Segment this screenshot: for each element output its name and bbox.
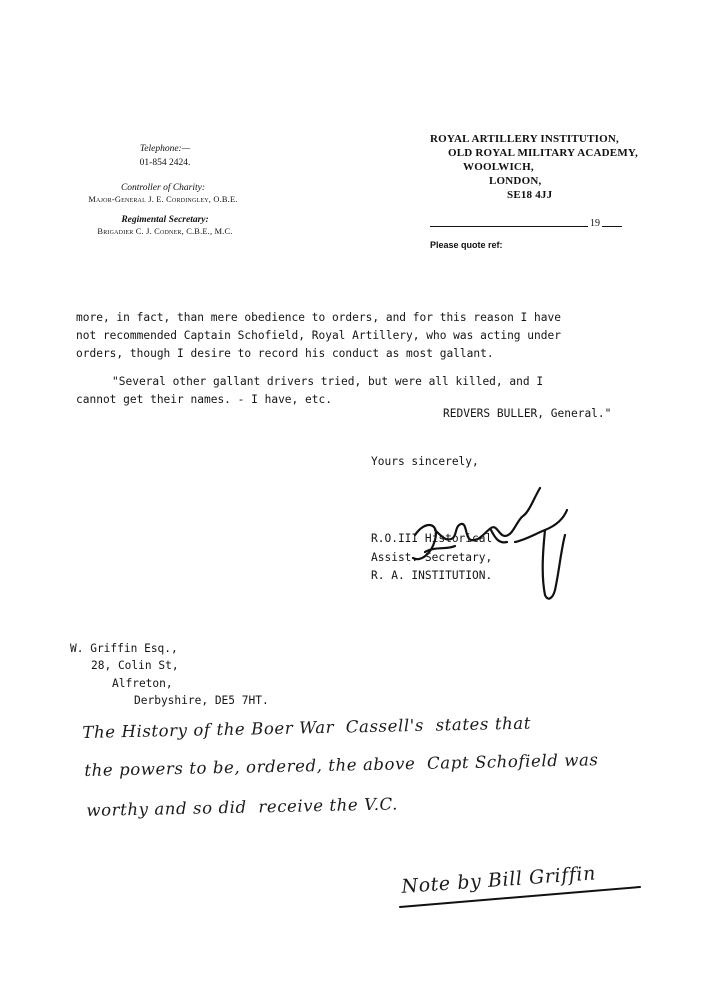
sender-line: Assist. Secretary,: [371, 551, 493, 564]
body-line: not recommended Captain Schofield, Royal Artillery, who was acting under: [76, 329, 561, 342]
telephone-number: 01-854 2424.: [139, 158, 191, 168]
secretary-block: [70, 214, 260, 238]
handwritten-note-line: the powers to be, ordered, the above Capt Schofield was: [84, 750, 599, 780]
closing: Yours sincerely,: [371, 455, 479, 468]
secretary-name: Brigadier C. J. Codner, C.B.E., M.C.: [97, 227, 233, 236]
sender-line: R. A. INSTITUTION.: [371, 569, 493, 582]
telephone-block: [120, 143, 210, 169]
body-line: "Several other gallant drivers tried, but were all killed, and I: [112, 375, 544, 388]
quote-signature: REDVERS BULLER, General.": [443, 407, 612, 420]
handwritten-note-line: worthy and so did receive the V.C.: [86, 794, 399, 820]
sender-line: R.O.III Historical: [371, 532, 493, 545]
address-line-3: WOOLWICH,: [463, 161, 534, 173]
controller-block: [58, 182, 268, 206]
recipient-line: Alfreton,: [112, 677, 173, 690]
body-line: more, in fact, than mere obedience to orders, and for this reason I have: [76, 311, 561, 324]
telephone-label: Telephone:—: [139, 144, 191, 154]
recipient-line: Derbyshire, DE5 7HT.: [134, 694, 269, 707]
body-line: orders, though I desire to record his conduct as most gallant.: [76, 347, 494, 360]
address-line-1: ROYAL ARTILLERY INSTITUTION,: [430, 133, 619, 145]
controller-label: Controller of Charity:: [120, 183, 206, 193]
body-line: cannot get their names. - I have, etc.: [76, 393, 332, 406]
quote-ref-label: Please quote ref:: [430, 240, 503, 250]
address-line-2: OLD ROYAL MILITARY ACADEMY,: [448, 147, 639, 159]
date-year-prefix: 19: [590, 218, 600, 229]
signoff-underline: [395, 885, 645, 915]
handwritten-note-line: The History of the Boer War Cassell's states that: [82, 713, 532, 742]
recipient-line: 28, Colin St,: [91, 659, 179, 672]
address-line-4: LONDON,: [489, 175, 542, 187]
address-line-5: SE18 4JJ: [507, 189, 553, 201]
controller-name: Major-General J. E. Cordingley, O.B.E.: [88, 195, 238, 204]
recipient-line: W. Griffin Esq.,: [70, 642, 178, 655]
secretary-label: Regimental Secretary:: [121, 215, 209, 225]
handwritten-signoff: Note by Bill Griffin: [400, 862, 597, 898]
